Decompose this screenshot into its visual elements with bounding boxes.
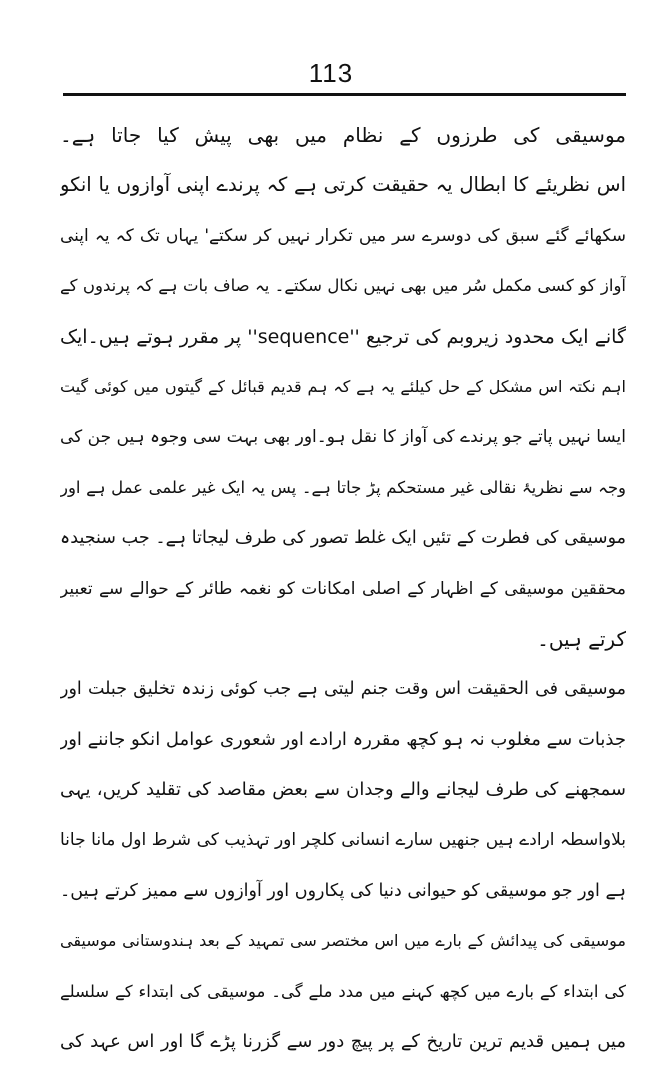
text-line: سکھائے گئے سبق کی دوسرے سر میں تکرار نہیں کر سکتے' یہاں تک کہ یہ اپنی: [60, 225, 626, 246]
header-rule: [63, 93, 626, 96]
paragraph-end-line: کرتے ہیں۔: [537, 626, 626, 651]
text-line: اہم نکتہ اس مشکل کے حل کیلئے یہ ہے کہ ہم قدیم قبائل کے گیتوں میں کوئی گیت: [60, 376, 626, 396]
page-number: 113: [308, 58, 354, 88]
body-text: [60, 110, 626, 1067]
text-line: موسیقی کی پیدائش کے بارے میں اس مختصر سی تمہید کے بعد ہندوستانی موسیقی: [60, 931, 626, 951]
text-line: وجہ سے نظریۂ نقالی غیر مستحکم پڑ جاتا ہے۔ پس یہ ایک غیر علمی عمل ہے اور: [60, 477, 626, 497]
text-line: موسیقی فی الحقیقت اس وقت جنم لیتی ہے جب کوئی زندہ تخلیق جبلت اور: [60, 679, 626, 700]
text-line: موسیقی کی فطرت کے تئیں ایک غلط تصور کی طرف لیجاتا ہے۔ جب سنجیدہ: [60, 528, 626, 549]
text-line: آواز کو کسی مکمل سُر میں بھی نہیں نکال سکتے۔ یہ صاف بات ہے کہ پرندوں کے: [60, 276, 626, 296]
text-line: ایسا نہیں پاتے جو پرندے کی آواز کا نقل ہو۔اور بھی بہت سی وجوہ ہیں جن کی: [60, 427, 626, 448]
text-line: محققین موسیقی کے اظہار کے اصلی امکانات کو نغمہ طائر کے حوالے سے تعبیر: [60, 578, 626, 599]
text-line: موسیقی کی طرزوں کے نظام میں بھی پیش کیا جاتا ہے۔: [60, 123, 626, 147]
text-line: گانے ایک محدود زیروبم کی ترجیع ''sequence'' پر مقرر ہوتے ہیں۔ایک: [60, 325, 626, 348]
text-line: سمجھنے کی طرف لیجانے والے وجدان سے بعض مقاصد کی تقلید کریں، یہی: [60, 779, 626, 801]
text-line: بلاواسطہ ارادے ہیں جنھیں سارے انسانی کلچر اور تہذیب کی شرط اول مانا جانا: [60, 830, 626, 851]
text-line: ہے اور جو موسیقی کو حیوانی دنیا کی پکاروں اور آوازوں سے ممیز کرتے ہیں۔: [60, 880, 626, 901]
text-line: کی ابتداء کے بارے میں کچھ کہنے میں مدد ملے گی۔ موسیقی کی ابتداء کے سلسلے: [60, 981, 626, 1001]
text-line: اس نظریئے کا ابطال یہ حقیقت کرتی ہے کہ پرندے اپنی آوازوں یا انکو: [60, 173, 626, 197]
text-line: جذبات سے مغلوب نہ ہو کچھ مقررہ ارادے اور شعوری عوامل انکو جاننے اور: [60, 728, 626, 750]
text-line: میں ہمیں قدیم ترین تاریخ کے پر پیچ دور سے گزرنا پڑے گا اور اس عہد کی: [60, 1031, 626, 1053]
